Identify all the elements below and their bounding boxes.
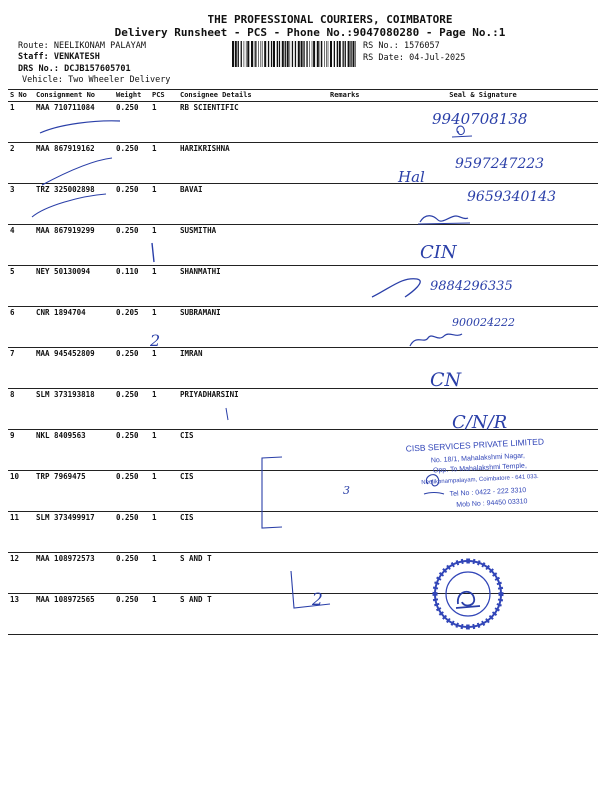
cell-weight: 0.250 [114, 389, 150, 430]
route-value: NEELIKONAM PALAYAM [53, 41, 146, 51]
cell-signature [368, 266, 598, 307]
cell-sno: 6 [8, 307, 34, 348]
hw-row1-phone: 9940708138 [432, 110, 528, 128]
cell-weight: 0.250 [114, 184, 150, 225]
staff-value: VENKATESH [53, 52, 100, 62]
cell-consignment: TRZ 325002898 [34, 184, 114, 225]
cell-remarks [328, 430, 368, 471]
table-row [8, 225, 598, 266]
cell-pcs: 1 [150, 594, 178, 635]
rs-no-line: RS No.: 1576057 [363, 41, 440, 51]
cell-sno: 5 [8, 266, 34, 307]
hw-row6-phone: 900024222 [452, 316, 515, 329]
table-row [8, 348, 598, 389]
cell-remarks [328, 389, 368, 430]
cell-weight: 0.250 [114, 471, 150, 512]
cell-remarks [328, 471, 368, 512]
col-remarks: Remarks [328, 90, 368, 102]
cell-remarks [328, 225, 368, 266]
cell-remarks [328, 512, 368, 553]
cell-pcs: 1 [150, 430, 178, 471]
drs-value: DCJB157605701 [64, 64, 131, 74]
cell-consignee: HARIKRISHNA [178, 143, 328, 184]
vehicle-line: Vehicle: Two Wheeler Delivery [22, 75, 171, 85]
svg-text:CISB SERVICES PRIVATE LIMITED: CISB SERVICES PRIVATE LIMITED [405, 436, 545, 454]
cell-signature [368, 512, 598, 553]
table-row [8, 553, 598, 594]
cell-pcs: 1 [150, 348, 178, 389]
cell-weight: 0.250 [114, 430, 150, 471]
cell-consignee: S AND T [178, 594, 328, 635]
table-row [8, 430, 598, 471]
cell-signature [368, 594, 598, 635]
cell-consignee: SHANMATHI [178, 266, 328, 307]
cell-weight: 0.250 [114, 512, 150, 553]
col-signature: Seal & Signature [368, 90, 598, 102]
cell-weight: 0.250 [114, 143, 150, 184]
cell-sno: 1 [8, 102, 34, 143]
cell-consignee: PRIYADHARSINI [178, 389, 328, 430]
table-row [8, 307, 598, 348]
col-sno: S No [8, 90, 34, 102]
rs-date-line: RS Date: 04-Jul-2025 [363, 53, 466, 63]
runsheet-title: Delivery Runsheet - PCS - Phone No.:9047080280 - Page No.:1 [114, 26, 506, 39]
hw-row10-mark: 3 [343, 484, 350, 497]
cell-consignee: CIS [178, 471, 328, 512]
cell-weight: 0.250 [114, 594, 150, 635]
cell-consignee: RB SCIENTIFIC [178, 102, 328, 143]
cell-weight: 0.250 [114, 225, 150, 266]
svg-text:Mob No : 94450 03310: Mob No : 94450 03310 [456, 498, 528, 509]
table-row [8, 102, 598, 143]
table-header-row [8, 90, 598, 102]
cell-remarks [328, 102, 368, 143]
hw-row6-mark: 2 [150, 331, 161, 350]
cell-remarks [328, 553, 368, 594]
hw-row4-mark: CIN [420, 242, 457, 263]
cell-sno: 12 [8, 553, 34, 594]
cell-consignment: MAA 710711084 [34, 102, 114, 143]
cell-consignee: SUBRAMANI [178, 307, 328, 348]
cell-remarks [328, 266, 368, 307]
hw-row2-phone: 9597247223 [455, 156, 545, 172]
cell-signature [368, 430, 598, 471]
cell-consignment: NKL 8409563 [34, 430, 114, 471]
cell-remarks [328, 348, 368, 389]
cell-pcs: 1 [150, 102, 178, 143]
cell-consignment: SLM 373499917 [34, 512, 114, 553]
col-consignee: Consignee Details [178, 90, 328, 102]
hw-row2-initials: Hal [398, 168, 425, 186]
cell-sno: 4 [8, 225, 34, 266]
cell-signature [368, 389, 598, 430]
cell-sno: 3 [8, 184, 34, 225]
table-row [8, 512, 598, 553]
cell-consignment: SLM 373193818 [34, 389, 114, 430]
svg-text:Opp. To Mahalakshmi Temple,: Opp. To Mahalakshmi Temple, [432, 462, 527, 475]
cell-sno: 13 [8, 594, 34, 635]
cell-consignment: MAA 945452809 [34, 348, 114, 389]
cell-signature [368, 184, 598, 225]
barcode-icon [232, 41, 358, 67]
cell-consignee: S AND T [178, 553, 328, 594]
cell-sno: 10 [8, 471, 34, 512]
cell-signature [368, 143, 598, 184]
cell-remarks [328, 594, 368, 635]
cell-pcs: 1 [150, 553, 178, 594]
cell-consignee: CIS [178, 512, 328, 553]
cell-consignee: IMRAN [178, 348, 328, 389]
cell-consignment: MAA 108972573 [34, 553, 114, 594]
cell-remarks [328, 307, 368, 348]
cell-weight: 0.205 [114, 307, 150, 348]
route-line: Route: NEELIKONAM PALAYAM [18, 41, 146, 51]
table-row [8, 266, 598, 307]
table-row [8, 471, 598, 512]
cell-remarks [328, 143, 368, 184]
rs-date-value: 04-Jul-2025 [409, 53, 466, 63]
cell-pcs: 1 [150, 512, 178, 553]
hw-row5-phone: 9884296335 [430, 279, 513, 294]
cell-weight: 0.250 [114, 348, 150, 389]
cell-sno: 7 [8, 348, 34, 389]
hw-row7-mark: CN [430, 369, 462, 391]
cell-signature [368, 471, 598, 512]
col-pcs: PCS [150, 90, 178, 102]
cell-sno: 9 [8, 430, 34, 471]
cell-pcs: 1 [150, 389, 178, 430]
col-weight: Weight [114, 90, 150, 102]
cell-sno: 8 [8, 389, 34, 430]
cell-consignee: SUSMITHA [178, 225, 328, 266]
hw-row12-mark: 2 [312, 590, 323, 610]
cell-pcs: 1 [150, 307, 178, 348]
cell-consignment: MAA 108972565 [34, 594, 114, 635]
cell-weight: 0.250 [114, 553, 150, 594]
cell-signature [368, 225, 598, 266]
staff-line: Staff: VENKATESH [18, 52, 100, 62]
table-row [8, 143, 598, 184]
cell-sno: 11 [8, 512, 34, 553]
cell-pcs: 1 [150, 471, 178, 512]
cell-consignment: TRP 7969475 [34, 471, 114, 512]
rs-no-value: 1576057 [403, 41, 440, 51]
cell-pcs: 1 [150, 266, 178, 307]
drs-line: DRS No.: DCJB157605701 [18, 64, 131, 74]
cell-consignment: NEY 50130094 [34, 266, 114, 307]
svg-text:Neelikonampalayam, Coimbatore: Neelikonampalayam, Coimbatore - 641 033. [421, 473, 539, 487]
company-name: THE PROFESSIONAL COURIERS, COIMBATORE [207, 13, 453, 26]
cell-signature [368, 307, 598, 348]
cell-pcs: 1 [150, 225, 178, 266]
cell-sno: 2 [8, 143, 34, 184]
table-row [8, 389, 598, 430]
hw-row8-mark: C/N/R [452, 412, 508, 433]
cell-consignment: MAA 867919162 [34, 143, 114, 184]
cell-signature [368, 102, 598, 143]
svg-text:No. 18/1, Mahalakshmi Nagar,: No. 18/1, Mahalakshmi Nagar, [430, 452, 526, 465]
cell-pcs: 1 [150, 143, 178, 184]
runsheet-table [8, 89, 598, 635]
col-consignment: Consignment No [34, 90, 114, 102]
cell-consignment: CNR 1894704 [34, 307, 114, 348]
cell-weight: 0.250 [114, 102, 150, 143]
cell-signature [368, 348, 598, 389]
table-row [8, 594, 598, 635]
cell-consignment: MAA 867919299 [34, 225, 114, 266]
hw-row3-phone: 9659340143 [467, 189, 557, 205]
table-row [8, 184, 598, 225]
cell-remarks [328, 184, 368, 225]
vehicle-value: Two Wheeler Delivery [68, 75, 171, 85]
cell-consignee: CIS [178, 430, 328, 471]
cell-consignee: BAVAI [178, 184, 328, 225]
svg-text:Tel No : 0422 - 222 3310: Tel No : 0422 - 222 3310 [449, 487, 527, 499]
cell-weight: 0.110 [114, 266, 150, 307]
cell-pcs: 1 [150, 184, 178, 225]
cell-signature [368, 553, 598, 594]
